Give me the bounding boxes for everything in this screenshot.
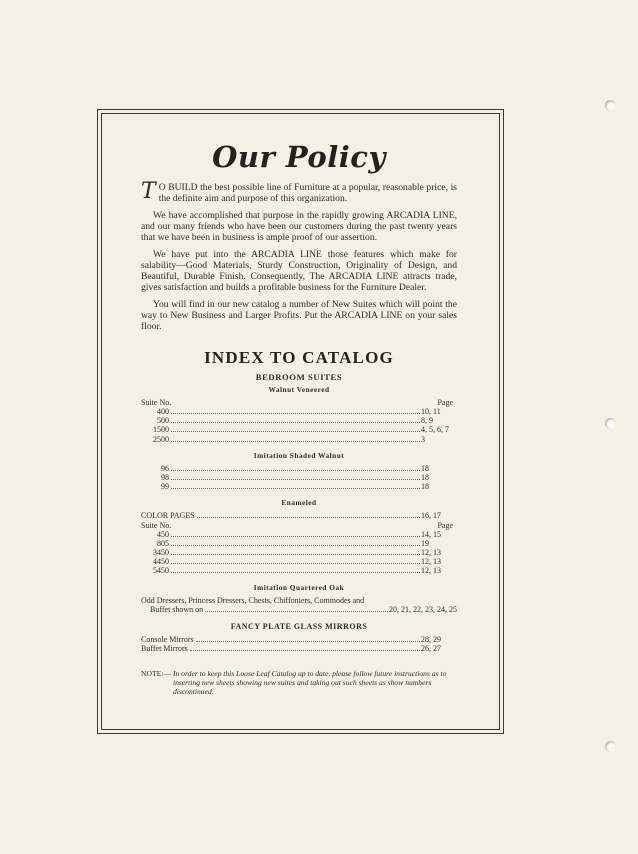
policy-paragraph-3: We have put into the ARCADIA LINE those features which make for salability—Good Materials, Sturdy Construction, Originality of Design, and Beautiful, Durable Finish. Consequently, The ARCADIA LINE attracts trade, gives satisfaction and builds a profitable business for the Furniture Dealer. [141,249,457,293]
page-number: 16, 17 [421,511,441,521]
leader-dots [205,610,388,612]
page-number: 14, 15 [421,529,441,539]
suite-number: 5450 [153,566,169,576]
leader-dots [171,412,420,414]
bedroom-suites-heading: BEDROOM SUITES [255,372,343,382]
suite-number: 500 [157,416,169,426]
index-row [141,435,457,444]
suite-no-header: Suite No. [141,520,172,530]
page-number: 28, 29 [421,634,441,644]
page-header: Page [437,520,453,530]
leader-dots [171,469,420,471]
policy-paragraph-1 [141,179,457,204]
index-row [141,557,457,566]
walnut-column-headers [141,398,457,407]
page-number: 18 [421,473,429,483]
suite-number: 1500 [153,425,169,435]
suite-no-header: Suite No. [141,398,172,407]
enameled-column-headers [141,521,457,530]
leader-dots [196,640,420,642]
leader-dots [171,544,420,546]
leader-dots [171,430,420,432]
oak-line-2 [141,605,457,615]
note-label: NOTE:— [141,669,171,679]
suite-number: 98 [161,473,169,483]
binder-hole-bottom [605,741,616,752]
page-number: 10, 11 [421,407,441,416]
index-row [141,473,457,482]
index-row [141,482,457,491]
enameled-heading: Enameled [281,498,317,508]
index-row [141,416,457,425]
policy-title: Our Policy [212,140,386,174]
leader-dots [197,516,420,518]
suite-number: 400 [157,407,169,416]
leader-dots [171,553,420,555]
index-title: INDEX TO CATALOG [204,348,394,367]
leader-dots [171,535,420,537]
index-row [141,464,457,473]
mirror-label: Buffet Mirrors [141,643,188,653]
suite-number: 3450 [153,548,169,558]
mirrors-heading: FANCY PLATE GLASS MIRRORS [230,621,368,631]
note-text: In order to keep this Loose Leaf Catalog up to date, please follow future instructions as to inserting new sheets showing new suites and taking out such sheets as show numbers discontinued. [172,669,447,697]
catalog-note [141,669,457,696]
page-number: 19 [421,538,429,548]
oak-line-2-label: Buffet shown on [150,605,204,615]
policy-paragraph-1-text: O BUILD the best possible line of Furniture at a popular, reasonable price, is the definite aim and purpose of this organization. [158,182,457,204]
leader-dots [171,571,420,573]
leader-dots [171,478,420,480]
drop-cap: T [141,179,156,204]
index-row [141,566,457,575]
suite-number: 805 [157,538,169,548]
leader-dots [171,440,420,442]
color-pages-label: COLOR PAGES [141,511,195,521]
index-row [141,425,457,434]
leader-dots [171,487,420,489]
leader-dots [171,421,420,423]
suite-number: 4450 [153,557,169,567]
suite-number: 450 [157,529,169,539]
page-number: 18 [421,482,429,492]
page-number: 8, 9 [421,416,433,426]
index-row [141,539,457,548]
policy-paragraph-2: We have accomplished that purpose in the rapidly growing ARCADIA LINE, and our many friends who have been our customers during the past twenty years that we have been in business is ample proof of our assertion. [141,210,457,243]
index-row [141,635,457,644]
index-row [141,644,457,653]
page-number: 12, 13 [421,557,441,567]
suite-number: 96 [161,463,169,473]
oak-pages: 20, 21, 22, 23, 24, 25 [389,605,457,615]
page-number: 3 [421,434,425,444]
oak-entry [141,596,457,615]
color-pages-row [141,511,457,520]
page-header: Page [437,398,453,407]
leader-dots [190,649,420,651]
suite-number: 2500 [153,434,169,444]
page-number: 26, 27 [421,643,441,653]
policy-paragraph-4: You will find in our new catalog a number of New Suites which will point the way to New Business and Larger Profits. Put the ARCADIA LINE on your sales floor. [141,299,457,332]
quartered-oak-heading: Imitation Quartered Oak [253,582,345,592]
shaded-walnut-heading: Imitation Shaded Walnut [253,450,345,460]
page-number: 12, 13 [421,548,441,558]
leader-dots [171,562,420,564]
index-row [141,530,457,539]
page-number: 12, 13 [421,566,441,576]
oak-line-1: Odd Dressers, Princess Dressers, Chests, Chiffoniers, Commodes and [141,595,365,605]
suite-number: 99 [161,482,169,492]
mirror-label: Console Mirrors [141,634,194,644]
page-number: 18 [421,463,429,473]
walnut-veneered-heading: Walnut Veneered [268,385,330,394]
binder-hole-middle [605,418,616,429]
index-row [141,548,457,557]
binder-hole-top [605,100,616,111]
page-content [141,140,457,696]
index-row [141,407,457,416]
page-number: 4, 5, 6, 7 [421,425,449,435]
